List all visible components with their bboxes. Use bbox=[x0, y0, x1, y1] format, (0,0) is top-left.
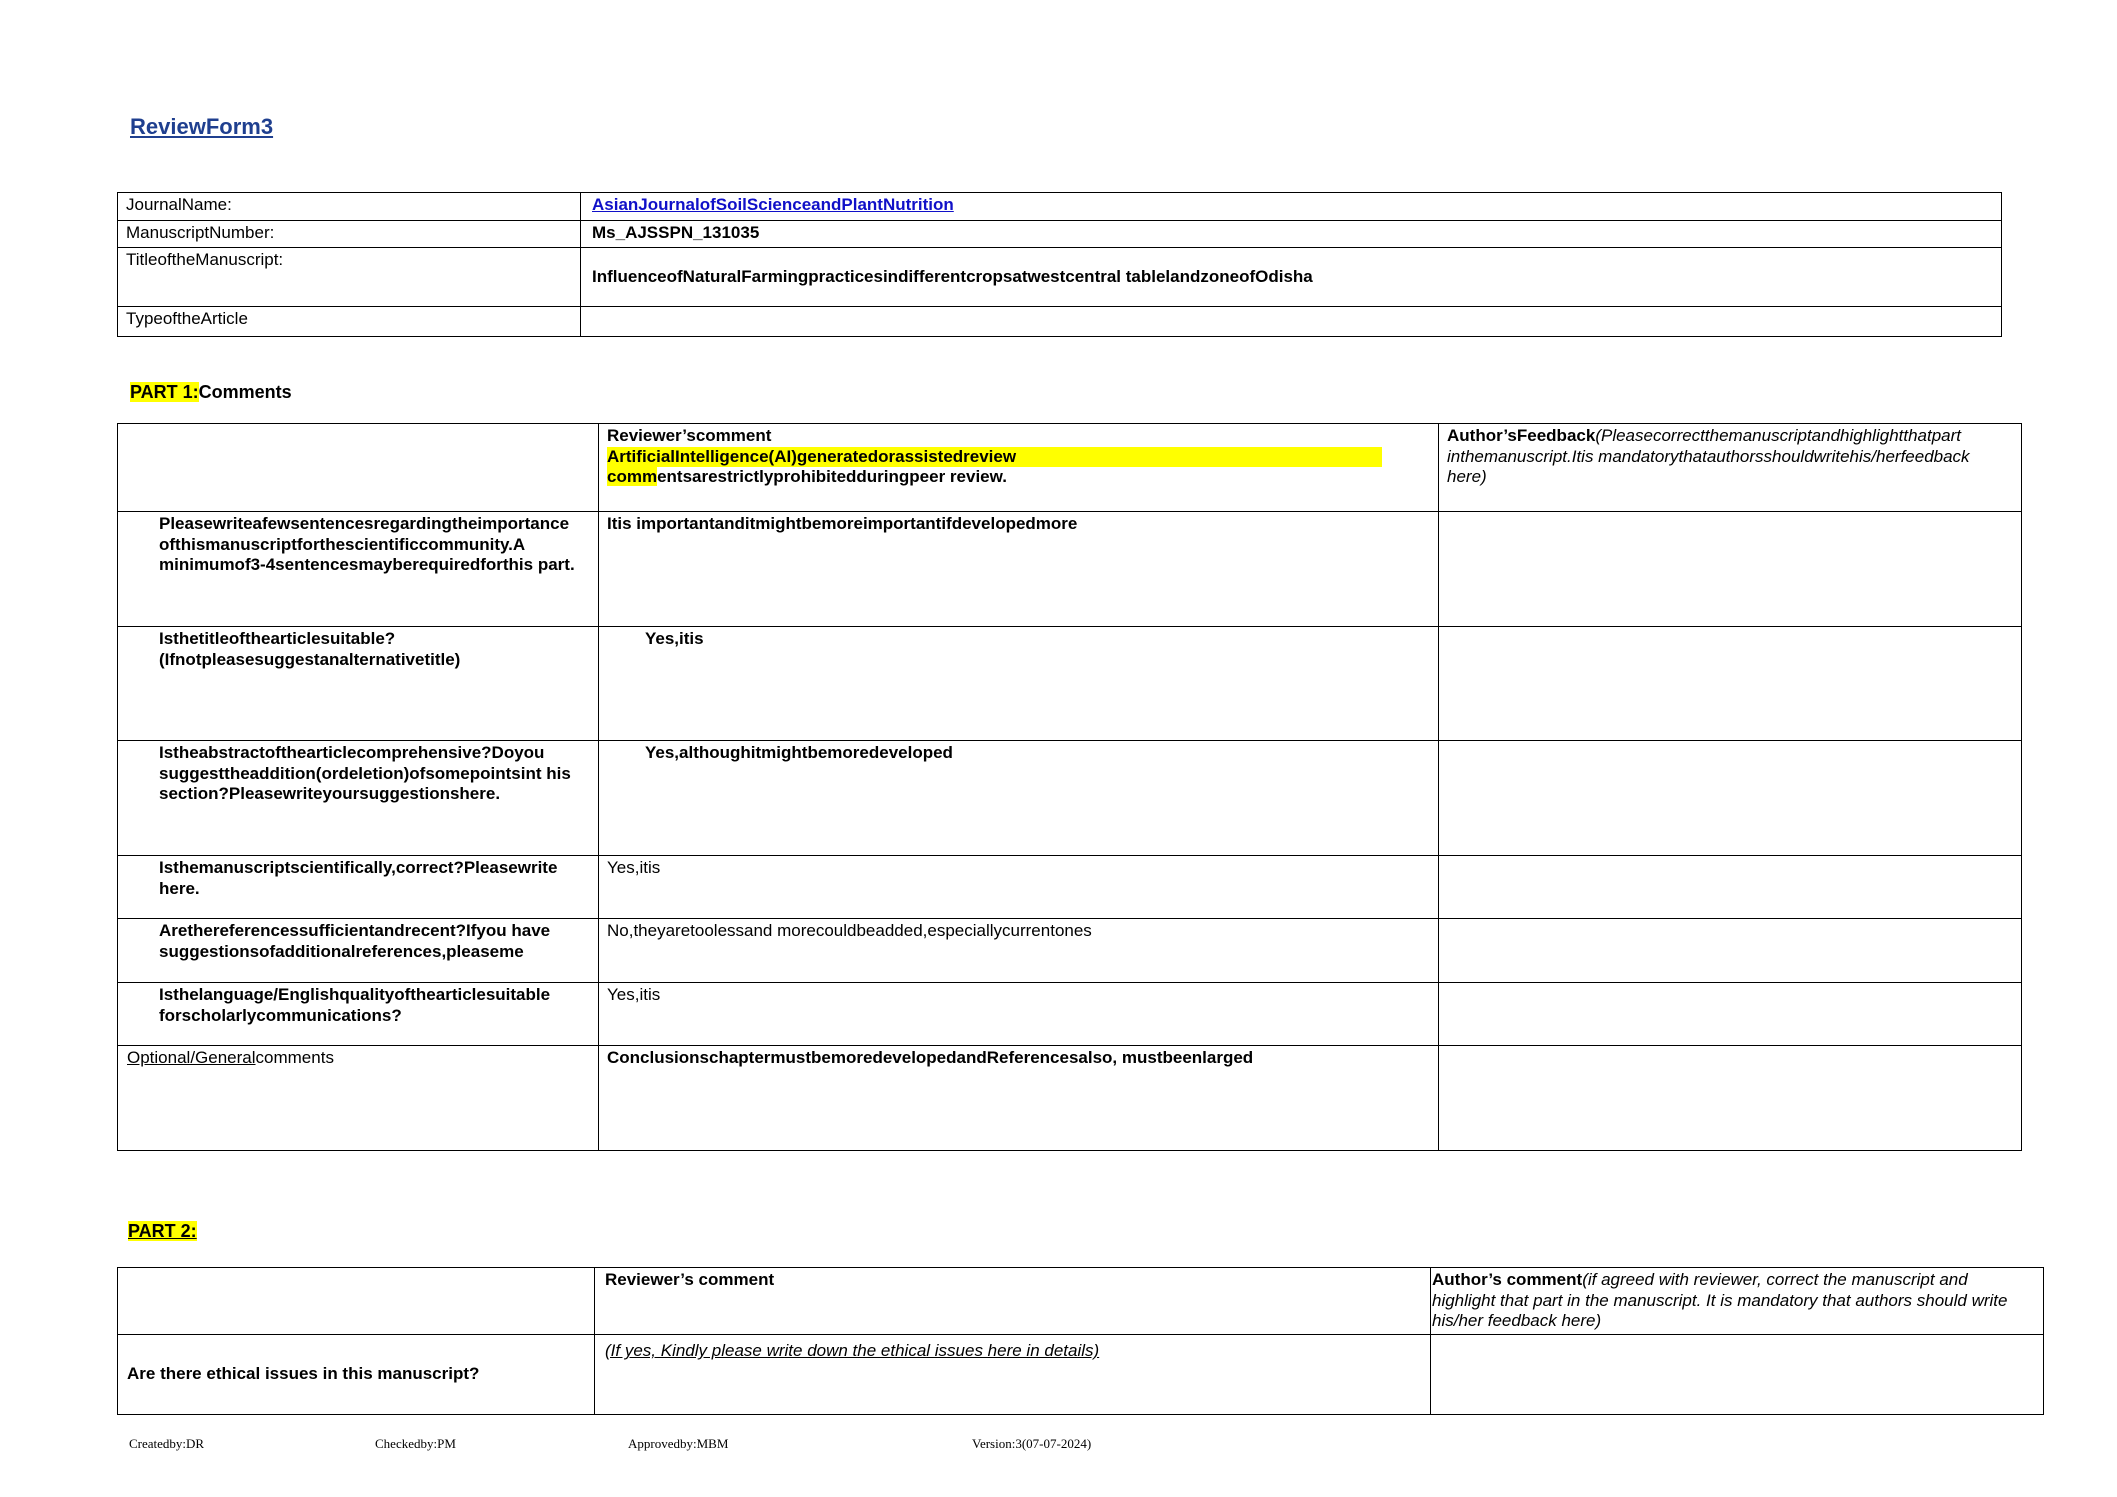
question-references: Arethereferencessufficientandrecent?Ifyou have suggestionsofadditionalreferences,pleaseme bbox=[118, 919, 599, 983]
author-feedback-optional[interactable] bbox=[1439, 1046, 2022, 1151]
manuscript-info-table bbox=[117, 192, 2002, 337]
journal-name-link[interactable]: AsianJournalofSoilScienceandPlantNutrition bbox=[592, 195, 954, 214]
part2-author-header: Author’s comment(if agreed with reviewer, correct the manuscript and highlight that part in the manuscript. It is mandatory that authors should write his/her feedback here) bbox=[1431, 1268, 2044, 1335]
part1-heading bbox=[130, 382, 292, 404]
ethical-issues-author-feedback[interactable] bbox=[1431, 1335, 2044, 1415]
part1-header-empty bbox=[118, 424, 599, 512]
reviewer-comment-optional[interactable]: ConclusionschaptermustbemoredevelopedandReferencesalso, mustbeenlarged bbox=[599, 1046, 1439, 1151]
part2-ethics-table bbox=[117, 1267, 2044, 1415]
form-title: ReviewForm3 bbox=[130, 114, 274, 139]
reviewer-comment-references[interactable]: No,theyaretoolessand morecouldbeadded,especiallycurrentones bbox=[599, 919, 1439, 983]
ethical-issues-reviewer-comment[interactable]: (If yes, Kindly please write down the ethical issues here in details) bbox=[595, 1335, 1431, 1415]
manuscript-title-value: InfluenceofNaturalFarmingpracticesindifferentcropsatwestcentral tablelandzoneofOdisha bbox=[581, 248, 2002, 307]
optional-comments-label: Optional/Generalcomments bbox=[118, 1046, 599, 1151]
part1-heading-highlight: PART 1: bbox=[130, 382, 199, 402]
article-type-value[interactable] bbox=[581, 307, 2002, 337]
part2-reviewer-header: Reviewer’s comment bbox=[595, 1268, 1431, 1335]
question-abstract: Istheabstractofthearticlecomprehensive?Doyou suggesttheaddition(ordeletion)ofsomepointsint his section?Pleasewriteyoursuggestionshere. bbox=[118, 741, 599, 856]
ai-warning-line1: ArtificialIntelligence(AI)generatedorassistedreview bbox=[607, 447, 1382, 468]
part1-heading-rest: Comments bbox=[198, 382, 292, 402]
part2-heading: PART 2: bbox=[128, 1221, 197, 1241]
footer-created: Createdby:DR bbox=[129, 1436, 205, 1451]
author-feedback-header bbox=[1439, 424, 2022, 512]
author-feedback-scientific[interactable] bbox=[1439, 856, 2022, 919]
reviewer-comment-scientific[interactable]: Yes,itis bbox=[599, 856, 1439, 919]
manuscript-number-label: ManuscriptNumber: bbox=[118, 221, 581, 248]
part1-comments-table bbox=[117, 423, 2022, 1151]
author-feedback-abstract[interactable] bbox=[1439, 741, 2022, 856]
author-feedback-references[interactable] bbox=[1439, 919, 2022, 983]
author-feedback-title: Author’sFeedback bbox=[1447, 426, 1596, 445]
footer-checked: Checkedby:PM bbox=[375, 1436, 456, 1451]
ethical-issues-question: Are there ethical issues in this manuscript? bbox=[118, 1335, 595, 1415]
question-language: Isthelanguage/Englishqualityofthearticlesuitable forscholarlycommunications? bbox=[118, 983, 599, 1046]
manuscript-number-value: Ms_AJSSPN_131035 bbox=[581, 221, 2002, 248]
author-feedback-importance[interactable] bbox=[1439, 512, 2022, 627]
author-feedback-instructions: (Pleasecorrectthemanuscriptandhighlightthatpart inthemanuscript.Itis mandatorythatauthorsshouldwritehis/herfeedback here) bbox=[1447, 426, 1970, 487]
question-scientific: Isthemanuscriptscientifically,correct?Pleasewrite here. bbox=[118, 856, 599, 919]
footer-version: Version:3(07-07-2024) bbox=[972, 1436, 1092, 1451]
reviewer-comment-abstract[interactable]: Yes,althoughitmightbemoredeveloped bbox=[599, 741, 1439, 856]
article-type-label: TypeoftheArticle bbox=[118, 307, 581, 337]
part2-header-empty bbox=[118, 1268, 595, 1335]
reviewer-comment-title[interactable]: Yes,itis bbox=[599, 627, 1439, 741]
footer-approved: Approvedby:MBM bbox=[628, 1436, 729, 1451]
reviewer-comment-language[interactable]: Yes,itis bbox=[599, 983, 1439, 1046]
reviewer-comment-importance[interactable]: Itis importantanditmightbemoreimportantifdevelopedmore bbox=[599, 512, 1439, 627]
question-importance: Pleasewriteafewsentencesregardingtheimportance ofthismanuscriptforthescientificcommunity.A minimumof3-4sentencesmayberequiredforthis part. bbox=[118, 512, 599, 627]
journal-name-value bbox=[581, 193, 2002, 221]
manuscript-title-label: TitleoftheManuscript: bbox=[118, 248, 581, 307]
ai-warning-line2: commentsarestrictlyprohibitedduringpeer review. bbox=[607, 467, 1007, 487]
author-feedback-title[interactable] bbox=[1439, 627, 2022, 741]
author-feedback-language[interactable] bbox=[1439, 983, 2022, 1046]
journal-name-label: JournalName: bbox=[118, 193, 581, 221]
question-title: Isthetitleofthearticlesuitable? (Ifnotpleasesuggestanalternativetitle) bbox=[118, 627, 599, 741]
reviewer-comment-header bbox=[599, 424, 1439, 512]
reviewer-comment-title: Reviewer’scomment bbox=[607, 426, 772, 445]
